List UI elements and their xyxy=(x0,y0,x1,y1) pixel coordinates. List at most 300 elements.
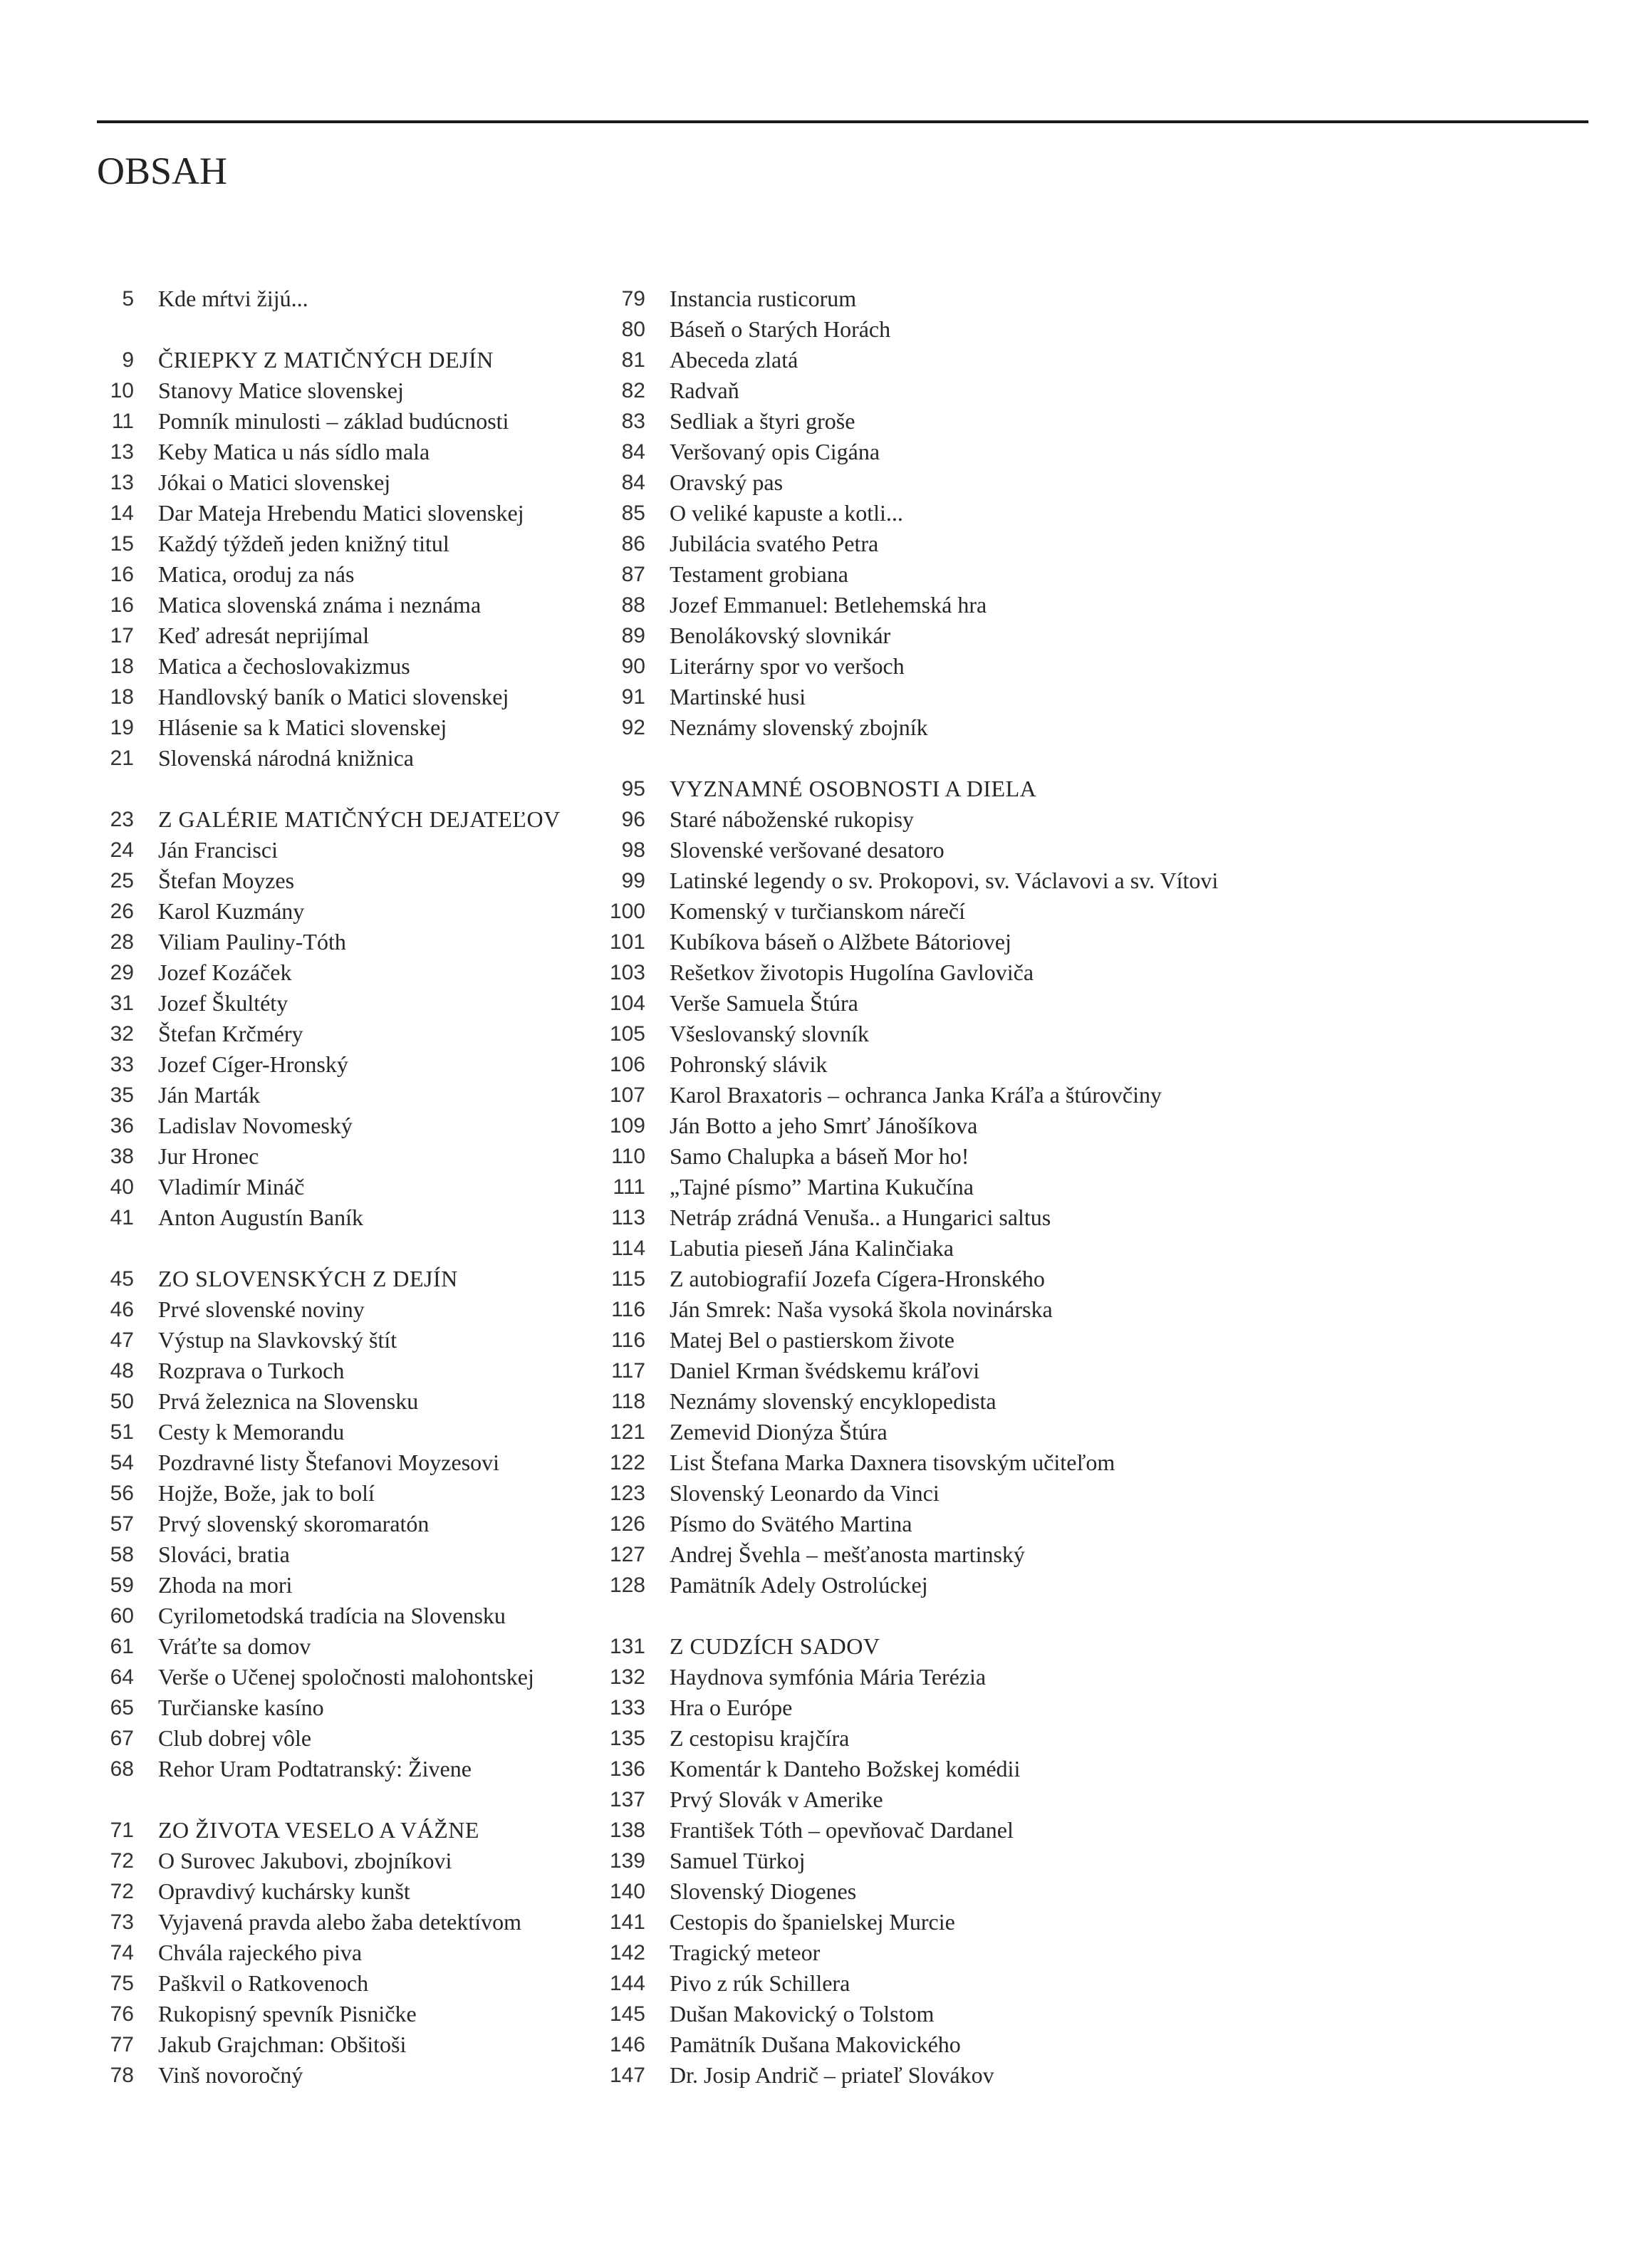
toc-entry xyxy=(57,1846,598,1876)
toc-page-number: 71 xyxy=(110,1818,134,1842)
toc-page-number: 59 xyxy=(110,1573,134,1597)
toc-entry-title: Písmo do Svätého Martina xyxy=(670,1511,912,1536)
toc-entry-title: Slovenský Diogenes xyxy=(670,1878,857,1904)
toc-page-number: 89 xyxy=(621,623,645,647)
section-title: VYZNAMNÉ OSOBNOSTI A DIELA xyxy=(670,776,1037,801)
toc-entry xyxy=(57,1478,598,1509)
toc-entry-title: Pivo z rúk Schillera xyxy=(670,1970,850,1996)
toc-entry xyxy=(570,1509,1596,1539)
toc-entry xyxy=(570,1080,1596,1110)
toc-entry-title: O veliké kapuste a kotli... xyxy=(670,500,903,526)
toc-entry xyxy=(57,896,598,927)
toc-page-number: 138 xyxy=(609,1818,645,1842)
toc-entry-title: Neznámy slovenský encyklopedista xyxy=(670,1388,997,1414)
toc-entry xyxy=(570,957,1596,988)
toc-entry xyxy=(57,1141,598,1172)
toc-entry xyxy=(57,1325,598,1356)
toc-page-number: 25 xyxy=(110,868,134,893)
toc-entry-title: Jozef Škultéty xyxy=(158,990,288,1016)
toc-entry-title: Dar Mateja Hrebendu Matici slovenskej xyxy=(158,500,524,526)
toc-entry xyxy=(57,1172,598,1202)
toc-page-number: 145 xyxy=(609,2002,645,2026)
toc-entry xyxy=(570,1784,1596,1815)
toc-page-number: 73 xyxy=(110,1910,134,1934)
toc-entry-title: Viliam Pauliny-Tóth xyxy=(158,929,346,954)
toc-page-number: 21 xyxy=(110,746,134,770)
toc-entry xyxy=(57,375,598,406)
toc-page-number: 77 xyxy=(110,2032,134,2056)
toc-entry xyxy=(57,467,598,498)
toc-entry-title: Prvý slovenský skoromaratón xyxy=(158,1511,430,1536)
toc-entry xyxy=(570,804,1596,835)
toc-page-number: 50 xyxy=(110,1389,134,1413)
toc-page-number: 32 xyxy=(110,1021,134,1046)
toc-entry-title: Keby Matica u nás sídlo mala xyxy=(158,439,430,464)
toc-page-number: 116 xyxy=(611,1297,645,1321)
toc-page-number: 140 xyxy=(609,1879,645,1903)
toc-entry xyxy=(57,620,598,651)
toc-page-number: 29 xyxy=(110,960,134,984)
toc-section-heading xyxy=(570,1631,1596,1662)
toc-entry-title: Slováci, bratia xyxy=(158,1541,290,1567)
toc-entry xyxy=(570,1294,1596,1325)
toc-entry xyxy=(570,1202,1596,1233)
toc-entry xyxy=(57,988,598,1019)
toc-page-number: 85 xyxy=(621,501,645,525)
toc-entry xyxy=(57,651,598,682)
toc-entry xyxy=(570,345,1596,375)
section-title: Z CUDZÍCH SADOV xyxy=(670,1633,880,1659)
toc-entry-title: Hlásenie sa k Matici slovenskej xyxy=(158,714,447,740)
toc-entry xyxy=(57,284,598,314)
toc-page-number: 16 xyxy=(110,593,134,617)
toc-entry xyxy=(570,529,1596,559)
toc-entry xyxy=(57,1539,598,1570)
toc-page-number: 113 xyxy=(611,1205,645,1229)
toc-section-heading xyxy=(57,1264,598,1294)
toc-entry-title: Latinské legendy o sv. Prokopovi, sv. Václavovi a sv. Vítovi xyxy=(670,868,1219,893)
toc-entry-title: Haydnova symfónia Mária Terézia xyxy=(670,1664,987,1690)
section-spacer xyxy=(57,1784,598,1815)
toc-entry xyxy=(57,1049,598,1080)
toc-entry xyxy=(57,406,598,437)
toc-page-number: 111 xyxy=(613,1175,645,1199)
toc-entry xyxy=(57,743,598,774)
toc-page-number: 104 xyxy=(609,991,645,1015)
toc-page-number: 13 xyxy=(110,439,134,464)
toc-page-number: 58 xyxy=(110,1542,134,1566)
toc-page-number: 31 xyxy=(110,991,134,1015)
toc-entry-title: Dr. Josip Andrič – priateľ Slovákov xyxy=(670,2062,994,2088)
toc-entry-title: Z autobiografií Jozefa Cígera-Hronského xyxy=(670,1266,1045,1291)
toc-entry-title: Kde mŕtvi žijú... xyxy=(158,286,308,311)
toc-entry-title: Komentár k Danteho Božskej komédii xyxy=(670,1756,1021,1781)
toc-entry-title: Rešetkov životopis Hugolína Gavloviča xyxy=(670,959,1034,985)
toc-entry xyxy=(57,1356,598,1386)
toc-entry-title: Verše o Učenej spoločnosti malohontskej xyxy=(158,1664,534,1690)
toc-page-number: 137 xyxy=(609,1787,645,1811)
toc-entry xyxy=(570,682,1596,712)
toc-page-number: 131 xyxy=(609,1634,645,1658)
toc-page-number: 60 xyxy=(110,1603,134,1628)
toc-entry-title: Jókai o Matici slovenskej xyxy=(158,469,391,495)
toc-entry-title: Vráťte sa domov xyxy=(158,1633,311,1659)
toc-entry xyxy=(570,590,1596,620)
toc-entry-title: Samuel Türkoj xyxy=(670,1848,806,1873)
toc-entry xyxy=(570,896,1596,927)
toc-entry xyxy=(57,1019,598,1049)
toc-entry-title: Štefan Krčméry xyxy=(158,1021,303,1046)
toc-page-number: 128 xyxy=(609,1573,645,1597)
toc-entry xyxy=(57,1723,598,1754)
toc-entry-title: Jubilácia svatého Petra xyxy=(670,531,879,556)
toc-entry-title: Vladimír Mináč xyxy=(158,1174,305,1200)
toc-page-number: 122 xyxy=(609,1450,645,1474)
toc-page-number: 87 xyxy=(621,562,645,586)
toc-page-number: 51 xyxy=(110,1420,134,1444)
toc-page-number: 127 xyxy=(609,1542,645,1566)
toc-page-number: 141 xyxy=(609,1910,645,1934)
toc-page-number: 18 xyxy=(110,654,134,678)
toc-entry-title: Sedliak a štyri groše xyxy=(670,408,855,434)
toc-entry xyxy=(570,1172,1596,1202)
toc-entry-title: Chvála rajeckého piva xyxy=(158,1940,363,1965)
toc-entry xyxy=(570,467,1596,498)
section-title: ČRIEPKY Z MATIČNÝCH DEJÍN xyxy=(158,347,494,373)
toc-entry xyxy=(570,1447,1596,1478)
toc-page-number: 126 xyxy=(609,1512,645,1536)
toc-page-number: 92 xyxy=(621,715,645,739)
toc-entry xyxy=(570,1356,1596,1386)
toc-page-number: 132 xyxy=(609,1665,645,1689)
toc-entry-title: Handlovský baník o Matici slovenskej xyxy=(158,684,509,709)
toc-page-number: 103 xyxy=(609,960,645,984)
toc-entry xyxy=(570,835,1596,865)
toc-page-number: 67 xyxy=(110,1726,134,1750)
toc-entry xyxy=(57,1202,598,1233)
toc-page-number: 68 xyxy=(110,1757,134,1781)
toc-entry xyxy=(57,1294,598,1325)
toc-entry xyxy=(570,2060,1596,2091)
toc-entry xyxy=(57,1968,598,1999)
toc-page-number: 81 xyxy=(621,348,645,372)
toc-entry-title: Jozef Emmanuel: Betlehemská hra xyxy=(670,592,987,618)
toc-entry xyxy=(57,2060,598,2091)
toc-entry-title: Štefan Moyzes xyxy=(158,868,295,893)
toc-page-number: 33 xyxy=(110,1052,134,1076)
toc-page-number: 47 xyxy=(110,1328,134,1352)
toc-entry-title: Cestopis do španielskej Murcie xyxy=(670,1909,955,1935)
toc-entry-title: Zemevid Dionýza Štúra xyxy=(670,1419,888,1445)
toc-page-number: 75 xyxy=(110,1971,134,1995)
toc-entry-title: Ján Botto a jeho Smrť Jánošíkova xyxy=(670,1113,978,1138)
toc-page-number: 100 xyxy=(609,899,645,923)
toc-page-number: 48 xyxy=(110,1358,134,1383)
toc-entry-title: Literárny spor vo veršoch xyxy=(670,653,905,679)
toc-entry-title: Paškvil o Ratkovenoch xyxy=(158,1970,369,1996)
toc-entry xyxy=(57,559,598,590)
toc-entry-title: Netráp zrádná Venuša.. a Hungarici saltus xyxy=(670,1205,1051,1230)
toc-page-number: 136 xyxy=(609,1757,645,1781)
toc-entry xyxy=(57,927,598,957)
toc-entry xyxy=(570,1539,1596,1570)
toc-entry xyxy=(570,620,1596,651)
toc-entry xyxy=(57,1509,598,1539)
toc-page-number: 40 xyxy=(110,1175,134,1199)
toc-page-number: 38 xyxy=(110,1144,134,1168)
toc-page-number: 11 xyxy=(111,409,134,433)
toc-section-heading xyxy=(570,774,1596,804)
toc-page-number: 116 xyxy=(611,1328,645,1352)
toc-page-number: 13 xyxy=(110,470,134,494)
toc-entry xyxy=(57,1662,598,1692)
toc-entry xyxy=(570,1233,1596,1264)
toc-entry-title: Rehor Uram Podtatranský: Živene xyxy=(158,1756,472,1781)
toc-entry xyxy=(570,437,1596,467)
toc-page-number: 86 xyxy=(621,531,645,556)
toc-entry-title: Ján Marták xyxy=(158,1082,261,1108)
toc-entry-title: Martinské husi xyxy=(670,684,806,709)
toc-entry-title: Matica slovenská známa i neznáma xyxy=(158,592,482,618)
section-spacer xyxy=(57,1233,598,1264)
toc-entry-title: Veršovaný opis Cigána xyxy=(670,439,880,464)
toc-entry xyxy=(570,865,1596,896)
toc-page-number: 26 xyxy=(110,899,134,923)
toc-entry xyxy=(570,284,1596,314)
toc-entry-title: Testament grobiana xyxy=(670,561,848,587)
toc-page-number: 114 xyxy=(611,1236,645,1260)
section-spacer xyxy=(57,314,598,345)
toc-entry xyxy=(570,1754,1596,1784)
section-title: ZO ŽIVOTA VESELO A VÁŽNE xyxy=(158,1817,479,1843)
toc-entry-title: Stanovy Matice slovenskej xyxy=(158,378,404,403)
toc-page-number: 19 xyxy=(110,715,134,739)
toc-page-number: 16 xyxy=(110,562,134,586)
toc-entry-title: Karol Braxatoris – ochranca Janka Kráľa a štúrovčiny xyxy=(670,1082,1162,1108)
toc-entry xyxy=(570,1907,1596,1937)
toc-page-number: 41 xyxy=(110,1205,134,1229)
toc-page-number: 101 xyxy=(609,930,645,954)
toc-page-number: 10 xyxy=(110,378,134,402)
toc-page-number: 144 xyxy=(609,1971,645,1995)
toc-entry xyxy=(57,498,598,529)
section-spacer xyxy=(570,1601,1596,1631)
toc-page-number: 36 xyxy=(110,1113,134,1138)
toc-page-number: 110 xyxy=(611,1144,645,1168)
toc-entry xyxy=(57,835,598,865)
toc-entry-title: Ján Smrek: Naša vysoká škola novinárska xyxy=(670,1296,1053,1322)
toc-entry-title: Prvá železnica na Slovensku xyxy=(158,1388,419,1414)
toc-entry xyxy=(570,1325,1596,1356)
toc-entry xyxy=(570,559,1596,590)
toc-page-number: 15 xyxy=(110,531,134,556)
toc-entry xyxy=(57,437,598,467)
toc-page-number: 98 xyxy=(621,838,645,862)
toc-page-number: 17 xyxy=(110,623,134,647)
toc-page-number: 78 xyxy=(110,2063,134,2087)
toc-entry-title: Ján Francisci xyxy=(158,837,278,863)
toc-entry xyxy=(57,1386,598,1417)
toc-page-number: 28 xyxy=(110,930,134,954)
toc-entry xyxy=(57,529,598,559)
toc-entry-title: Z cestopisu krajčíra xyxy=(670,1725,850,1751)
toc-entry xyxy=(57,957,598,988)
toc-page-number: 107 xyxy=(609,1083,645,1107)
section-spacer xyxy=(570,743,1596,774)
header-rule xyxy=(97,120,1588,123)
toc-entry-title: „Tajné písmo” Martina Kukučína xyxy=(670,1174,974,1200)
toc-entry-title: Dušan Makovický o Tolstom xyxy=(670,2001,935,2027)
toc-entry-title: Verše Samuela Štúra xyxy=(670,990,858,1016)
toc-entry-title: Báseň o Starých Horách xyxy=(670,316,891,342)
toc-entry-title: Vinš novoročný xyxy=(158,2062,303,2088)
toc-page-number: 133 xyxy=(609,1695,645,1720)
toc-entry-title: Pamätník Adely Ostrolúckej xyxy=(670,1572,928,1598)
toc-page-number: 106 xyxy=(609,1052,645,1076)
toc-entry xyxy=(570,2029,1596,2060)
toc-entry xyxy=(570,498,1596,529)
toc-entry-title: Kubíkova báseň o Alžbete Bátoriovej xyxy=(670,929,1011,954)
toc-entry-title: Rozprava o Turkoch xyxy=(158,1358,345,1383)
toc-page-number: 72 xyxy=(110,1848,134,1873)
toc-page-number: 84 xyxy=(621,470,645,494)
toc-entry xyxy=(57,712,598,743)
toc-page-number: 139 xyxy=(609,1848,645,1873)
toc-page-number: 56 xyxy=(110,1481,134,1505)
toc-entry xyxy=(570,1264,1596,1294)
toc-entry xyxy=(570,1570,1596,1601)
toc-entry-title: Hra o Európe xyxy=(670,1695,793,1720)
toc-entry xyxy=(57,1417,598,1447)
toc-entry-title: Instancia rusticorum xyxy=(670,286,857,311)
toc-page-number: 57 xyxy=(110,1512,134,1536)
toc-page-number: 83 xyxy=(621,409,645,433)
toc-entry xyxy=(570,1386,1596,1417)
toc-entry-title: Prvý Slovák v Amerike xyxy=(670,1786,883,1812)
toc-entry-title: Matej Bel o pastierskom živote xyxy=(670,1327,954,1353)
toc-entry xyxy=(57,1570,598,1601)
toc-entry-title: Samo Chalupka a báseň Mor ho! xyxy=(670,1143,969,1169)
toc-entry-title: Ladislav Novomeský xyxy=(158,1113,353,1138)
toc-entry-title: Labutia pieseň Jána Kalinčiaka xyxy=(670,1235,954,1261)
toc-entry-title: František Tóth – opevňovač Dardanel xyxy=(670,1817,1014,1843)
toc-page-number: 9 xyxy=(122,348,134,372)
toc-entry-title: Vyjavená pravda alebo žaba detektívom xyxy=(158,1909,521,1935)
toc-entry-title: Pohronský slávik xyxy=(670,1051,828,1077)
toc-entry-title: Prvé slovenské noviny xyxy=(158,1296,365,1322)
toc-entry xyxy=(570,1968,1596,1999)
toc-entry-title: Jakub Grajchman: Obšitoši xyxy=(158,2032,407,2057)
toc-entry-title: Hojže, Bože, jak to bolí xyxy=(158,1480,375,1506)
toc-entry xyxy=(57,1110,598,1141)
toc-entry xyxy=(57,1999,598,2029)
toc-entry-title: Jozef Kozáček xyxy=(158,959,292,985)
toc-page-number: 115 xyxy=(611,1266,645,1291)
toc-page-number: 147 xyxy=(609,2063,645,2087)
toc-entry xyxy=(57,1631,598,1662)
toc-entry-title: Andrej Švehla – mešťanosta martinský xyxy=(670,1541,1025,1567)
toc-entry xyxy=(57,1876,598,1907)
toc-entry-title: Rukopisný spevník Pisničke xyxy=(158,2001,417,2027)
toc-entry xyxy=(57,1601,598,1631)
toc-entry-title: Club dobrej vôle xyxy=(158,1725,312,1751)
toc-entry xyxy=(570,712,1596,743)
toc-page-number: 54 xyxy=(110,1450,134,1474)
toc-entry-title: Slovenský Leonardo da Vinci xyxy=(670,1480,940,1506)
toc-page-number: 95 xyxy=(621,776,645,801)
toc-page-number: 82 xyxy=(621,378,645,402)
toc-entry xyxy=(570,1846,1596,1876)
toc-page-number: 24 xyxy=(110,838,134,862)
toc-page-number: 72 xyxy=(110,1879,134,1903)
toc-page-number: 45 xyxy=(110,1266,134,1291)
toc-entry-title: Anton Augustín Baník xyxy=(158,1205,364,1230)
toc-page-number: 135 xyxy=(609,1726,645,1750)
toc-entry-title: Oravský pas xyxy=(670,469,784,495)
toc-entry-title: Zhoda na mori xyxy=(158,1572,293,1598)
toc-entry-title: Každý týždeň jeden knižný titul xyxy=(158,531,449,556)
toc-page-number: 23 xyxy=(110,807,134,831)
page-title: OBSAH xyxy=(97,150,228,192)
toc-section-heading xyxy=(57,1815,598,1846)
toc-entry xyxy=(57,1937,598,1968)
toc-entry xyxy=(570,314,1596,345)
toc-entry xyxy=(570,927,1596,957)
toc-page-number: 79 xyxy=(621,286,645,311)
toc-entry-title: Staré náboženské rukopisy xyxy=(670,806,915,832)
toc-entry xyxy=(570,375,1596,406)
toc-page-number: 80 xyxy=(621,317,645,341)
toc-entry-title: Daniel Krman švédskemu kráľovi xyxy=(670,1358,980,1383)
toc-entry xyxy=(570,1417,1596,1447)
toc-section-heading xyxy=(57,345,598,375)
toc-page-number: 91 xyxy=(621,685,645,709)
toc-entry-title: Neznámy slovenský zbojník xyxy=(670,714,928,740)
toc-section-heading xyxy=(57,804,598,835)
toc-page-number: 5 xyxy=(122,286,134,311)
toc-entry xyxy=(570,1723,1596,1754)
toc-entry xyxy=(570,1019,1596,1049)
toc-page-number: 90 xyxy=(621,654,645,678)
toc-entry-title: Cyrilometodská tradícia na Slovensku xyxy=(158,1603,506,1628)
toc-entry xyxy=(570,1815,1596,1846)
toc-entry-title: O Surovec Jakubovi, zbojníkovi xyxy=(158,1848,452,1873)
toc-entry xyxy=(570,1662,1596,1692)
toc-entry-title: Pozdravné listy Štefanovi Moyzesovi xyxy=(158,1450,500,1475)
toc-page-number: 105 xyxy=(609,1021,645,1046)
toc-page-number: 35 xyxy=(110,1083,134,1107)
toc-page-number: 99 xyxy=(621,868,645,893)
toc-entry xyxy=(57,2029,598,2060)
toc-entry xyxy=(57,1080,598,1110)
toc-entry-title: Matica a čechoslovakizmus xyxy=(158,653,410,679)
toc-page-number: 65 xyxy=(110,1695,134,1720)
toc-left-column xyxy=(57,284,598,2091)
toc-entry xyxy=(570,1692,1596,1723)
toc-page-number: 76 xyxy=(110,2002,134,2026)
toc-entry-title: Tragický meteor xyxy=(670,1940,821,1965)
toc-entry xyxy=(570,1049,1596,1080)
toc-entry xyxy=(57,865,598,896)
toc-entry-title: Slovenské veršované desatoro xyxy=(670,837,945,863)
toc-entry xyxy=(57,1907,598,1937)
toc-page-number: 84 xyxy=(621,439,645,464)
toc-entry-title: Karol Kuzmány xyxy=(158,898,305,924)
toc-entry-title: Komenský v turčianskom nárečí xyxy=(670,898,965,924)
toc-entry-title: Cesty k Memorandu xyxy=(158,1419,345,1445)
toc-entry-title: Jur Hronec xyxy=(158,1143,259,1169)
toc-entry-title: Jozef Cíger-Hronský xyxy=(158,1051,348,1077)
